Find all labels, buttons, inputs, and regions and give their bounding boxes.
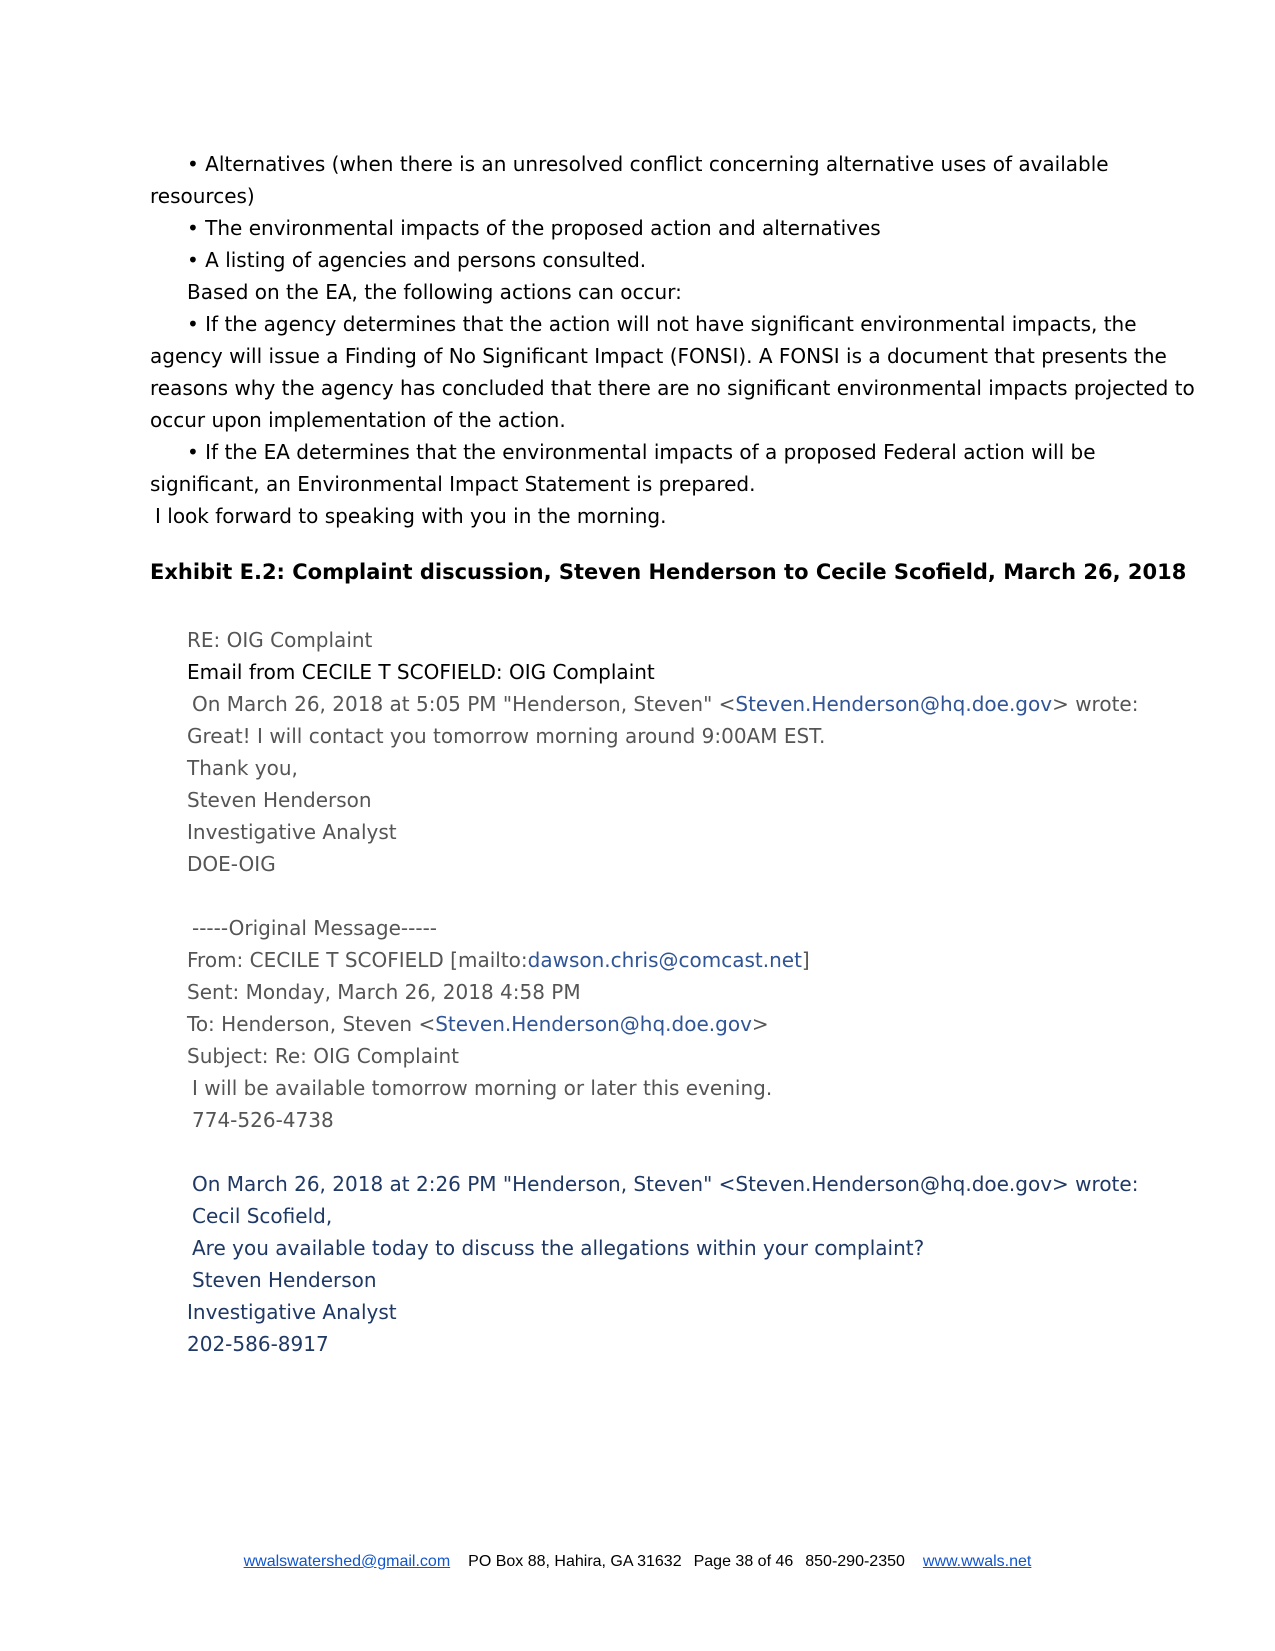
- bullet-alternatives: • Alternatives (when there is an unresolved conflict concerning alternative uses of available: [187, 152, 1109, 176]
- to-prefix: To: Henderson, Steven <: [187, 1012, 436, 1036]
- reply-thanks: Thank you,: [187, 756, 298, 780]
- reply-header-prefix: On March 26, 2018 at 5:05 PM "Henderson, Steven" <: [192, 692, 736, 716]
- from-email-link[interactable]: dawson.chris@comcast.net: [527, 948, 802, 972]
- reply-signature-name: Steven Henderson: [187, 788, 372, 812]
- reply-header-suffix: > wrote:: [1052, 692, 1139, 716]
- quoted-signature-title: Investigative Analyst: [187, 1300, 397, 1324]
- bullet-agencies: • A listing of agencies and persons consulted.: [187, 248, 647, 272]
- to-email-link[interactable]: Steven.Henderson@hq.doe.gov: [435, 1012, 752, 1036]
- bullet-alternatives-continued: resources): [150, 184, 255, 208]
- email-thread: [187, 624, 1147, 1360]
- eis-line-2: significant, an Environmental Impact Statement is prepared.: [150, 472, 756, 496]
- reply-header: [187, 688, 1147, 720]
- look-forward: I look forward to speaking with you in the morning.: [155, 504, 667, 528]
- original-phone: 774-526-4738: [192, 1108, 334, 1132]
- email-from-line: Email from CECILE T SCOFIELD: OIG Complaint: [187, 660, 655, 684]
- quoted-signature-name: Steven Henderson: [192, 1268, 377, 1292]
- reply-body: Great! I will contact you tomorrow morning around 9:00AM EST.: [187, 724, 826, 748]
- page-footer: [0, 1553, 1275, 1571]
- spacer: [187, 1136, 1147, 1168]
- fonsi-line-2: agency will issue a Finding of No Significant Impact (FONSI). A FONSI is a document that presents the: [150, 344, 1167, 368]
- spacer: [187, 880, 1147, 912]
- bullet-fonsi: • If the agency determines that the action will not have significant environmental impacts, the: [187, 312, 1137, 336]
- original-sent: Sent: Monday, March 26, 2018 4:58 PM: [187, 980, 581, 1004]
- quoted-header: On March 26, 2018 at 2:26 PM "Henderson, Steven" <Steven.Henderson@hq.doe.gov> wrote:: [192, 1172, 1139, 1196]
- original-subject: Subject: Re: OIG Complaint: [187, 1044, 460, 1068]
- quoted-signature-phone: 202-586-8917: [187, 1332, 329, 1356]
- bullet-impacts: • The environmental impacts of the proposed action and alternatives: [187, 216, 881, 240]
- email-subject-line: RE: OIG Complaint: [187, 628, 373, 652]
- quoted-greeting: Cecil Scofield,: [192, 1204, 333, 1228]
- body-text: [150, 148, 1195, 532]
- footer-address: PO Box 88, Hahira, GA 31632: [468, 1553, 682, 1570]
- from-prefix: From: CECILE T SCOFIELD [mailto:: [187, 948, 528, 972]
- quoted-body: Are you available today to discuss the allegations within your complaint?: [192, 1236, 925, 1260]
- original-available: I will be available tomorrow morning or later this evening.: [192, 1076, 773, 1100]
- original-from: [187, 944, 1147, 976]
- original-to: [187, 1008, 1147, 1040]
- reply-signature-org: DOE-OIG: [187, 852, 276, 876]
- reply-signature-title: Investigative Analyst: [187, 820, 397, 844]
- original-message-divider: -----Original Message-----: [192, 916, 437, 940]
- fonsi-line-3: reasons why the agency has concluded that there are no significant environmental impacts projected to: [150, 376, 1195, 400]
- footer-email-link[interactable]: wwalswatershed@gmail.com: [243, 1553, 451, 1570]
- bullet-eis: • If the EA determines that the environmental impacts of a proposed Federal action will be: [187, 440, 1096, 464]
- exhibit-heading: Exhibit E.2: Complaint discussion, Steven Henderson to Cecile Scofield, March 26, 2018: [150, 560, 1187, 584]
- based-on-ea: Based on the EA, the following actions can occur:: [187, 280, 682, 304]
- from-suffix: ]: [801, 948, 810, 972]
- footer-phone: 850-290-2350: [805, 1553, 905, 1570]
- footer-page-number: Page 38 of 46: [693, 1553, 794, 1570]
- reply-header-email-link[interactable]: Steven.Henderson@hq.doe.gov: [735, 692, 1053, 716]
- footer-website-link[interactable]: www.wwals.net: [922, 1553, 1032, 1570]
- fonsi-line-4: occur upon implementation of the action.: [150, 408, 566, 432]
- to-suffix: >: [751, 1012, 769, 1036]
